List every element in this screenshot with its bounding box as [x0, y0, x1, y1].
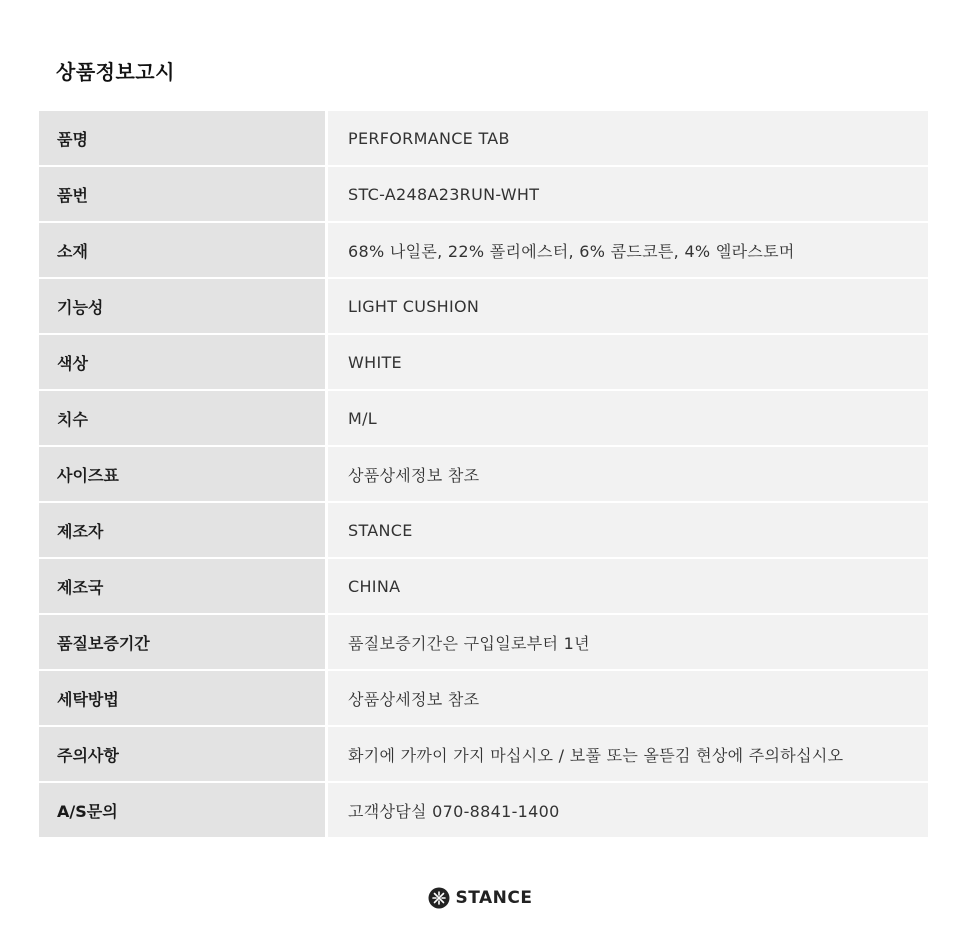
- table-row: [39, 279, 928, 333]
- table-row: [39, 335, 928, 389]
- table-row: [39, 615, 928, 669]
- row-label: 치수: [39, 391, 325, 445]
- row-value: M/L: [328, 391, 928, 445]
- row-label: 주의사항: [39, 727, 325, 781]
- row-value: 고객상담실 070-8841-1400: [328, 783, 928, 837]
- row-label: 품번: [39, 167, 325, 221]
- table-row: [39, 447, 928, 501]
- row-value: 품질보증기간은 구입일로부터 1년: [328, 615, 928, 669]
- stance-logo-icon: [428, 887, 450, 909]
- row-value: 상품상세정보 참조: [328, 671, 928, 725]
- row-label: 제조국: [39, 559, 325, 613]
- table-row: [39, 223, 928, 277]
- row-label: 기능성: [39, 279, 325, 333]
- row-value: 화기에 가까이 가지 마십시오 / 보풀 또는 올뜯김 현상에 주의하십시오: [328, 727, 928, 781]
- table-row: [39, 559, 928, 613]
- row-value: STANCE: [328, 503, 928, 557]
- row-label: 품명: [39, 111, 325, 165]
- row-label: A/S문의: [39, 783, 325, 837]
- brand-wordmark: STANCE: [455, 888, 533, 908]
- row-value: WHITE: [328, 335, 928, 389]
- row-label: 색상: [39, 335, 325, 389]
- product-info-table: [39, 111, 928, 839]
- table-row: [39, 391, 928, 445]
- row-value: PERFORMANCE TAB: [328, 111, 928, 165]
- table-row: [39, 727, 928, 781]
- table-row: [39, 503, 928, 557]
- row-value: LIGHT CUSHION: [328, 279, 928, 333]
- row-value: 상품상세정보 참조: [328, 447, 928, 501]
- row-value: CHINA: [328, 559, 928, 613]
- row-label: 소재: [39, 223, 325, 277]
- row-label: 품질보증기간: [39, 615, 325, 669]
- row-label: 세탁방법: [39, 671, 325, 725]
- table-row: [39, 671, 928, 725]
- table-row: [39, 111, 928, 165]
- row-label: 제조자: [39, 503, 325, 557]
- footer-brand-logo: [0, 887, 960, 909]
- row-value: STC-A248A23RUN-WHT: [328, 167, 928, 221]
- row-label: 사이즈표: [39, 447, 325, 501]
- row-value: 68% 나일론, 22% 폴리에스터, 6% 콤드코튼, 4% 엘라스토머: [328, 223, 928, 277]
- table-row: [39, 783, 928, 837]
- table-row: [39, 167, 928, 221]
- page-title: 상품정보고시: [56, 60, 175, 84]
